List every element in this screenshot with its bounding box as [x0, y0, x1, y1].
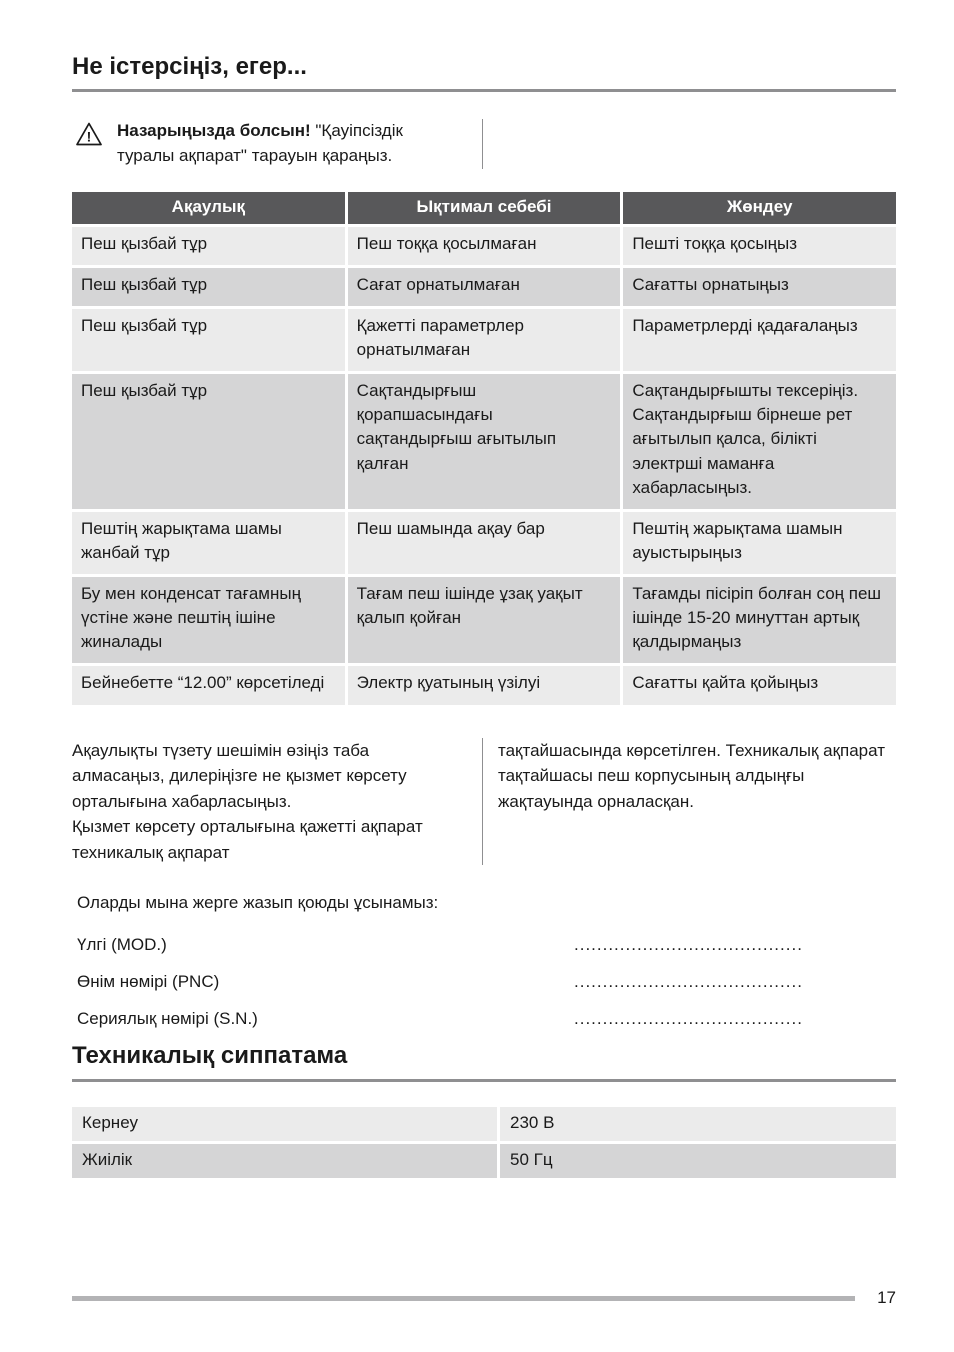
warning-triangle-icon [75, 119, 105, 168]
service-info-paragraph: тақтайшасында көрсетілген. Техникалық ақпарат тақтайшасы пеш корпусының алдыңғы жақтауында орналасқан. [498, 740, 885, 811]
service-info-right-column [483, 738, 896, 866]
tech-specs-title: Техникалық сиппатама [72, 1042, 348, 1070]
cell-cause: Пеш тоққа қосылмаған [348, 227, 621, 265]
table-row [72, 666, 896, 704]
header-cause: Ықтимал себебі [348, 192, 621, 224]
table-row [72, 374, 896, 509]
warning-text [117, 119, 452, 168]
table-row [72, 512, 896, 574]
service-info-paragraph: Қызмет көрсету орталығына қажетті ақпарат техникалық ақпарат [72, 817, 423, 862]
record-dotted-line: ........................................ [574, 1008, 803, 1028]
cell-cause: Сақтандырғыш қорапшасындағы сақтандырғыш ағытылып қалған [348, 374, 621, 509]
cell-remedy: Сақтандырғышты тексеріңіз. Сақтандырғыш бірнеше рет ағытылып қалса, білікті электрші маманға хабарласыңыз. [623, 374, 896, 509]
service-info-block [72, 738, 896, 866]
cell-fault: Бейнебетте “12.00” көрсетіледі [72, 666, 345, 704]
table-row [72, 309, 896, 371]
tech-specs-table [69, 1104, 899, 1181]
header-remedy: Жөндеу [623, 192, 896, 224]
record-dotted-line: ........................................ [574, 971, 803, 991]
service-info-left-column [72, 738, 482, 866]
cell-remedy: Тағамды пісіріп болған соң пеш ішінде 15-20 минуттан артық қалдырмаңыз [623, 577, 896, 663]
record-label: Үлгі (MOD.) [77, 935, 167, 955]
cell-remedy: Сағатты қайта қойыңыз [623, 666, 896, 704]
cell-fault: Пеш қызбай тұр [72, 227, 345, 265]
cell-cause: Электр қуатының үзілуі [348, 666, 621, 704]
record-section [72, 893, 896, 1030]
cell-cause: Тағам пеш ішінде ұзақ уақыт қалып қойған [348, 577, 621, 663]
record-label: Өнім нөмірі (PNC) [77, 971, 220, 991]
spec-row-frequency [72, 1144, 896, 1178]
warning-left-column [72, 119, 482, 168]
svg-text:!: ! [86, 128, 92, 145]
records-intro: Оларды мына жерге жазып қоюды ұсынамыз: [77, 893, 439, 913]
cell-remedy: Пешті тоққа қосыңыз [623, 227, 896, 265]
record-row-pnc [72, 970, 896, 994]
spec-label: Кернеу [72, 1107, 497, 1141]
cell-remedy: Пештің жарықтама шамын ауыстырыңыз [623, 512, 896, 574]
title-rule [72, 89, 896, 92]
warning-rest-text: "Қауіпсіздік туралы ақпарат" тарауын қараңыз. [117, 121, 403, 166]
table-row [72, 268, 896, 306]
table-row [72, 227, 896, 265]
record-label: Сериялық нөмірі (S.N.) [77, 1008, 258, 1028]
warning-bold-text: Назарыңызда болсын! [117, 121, 311, 141]
cell-fault: Пеш қызбай тұр [72, 374, 345, 509]
cell-cause: Сағат орнатылмаған [348, 268, 621, 306]
record-row-serial [72, 1007, 896, 1031]
spec-row-voltage [72, 1107, 896, 1141]
page-number: 17 [877, 1288, 896, 1307]
page-footer [72, 1288, 896, 1308]
cell-remedy: Сағатты орнатыңыз [623, 268, 896, 306]
title-rule [72, 1079, 896, 1082]
warning-block [72, 119, 896, 168]
cell-fault: Бу мен конденсат тағамның үстіне және пештің ішіне жиналады [72, 577, 345, 663]
cell-cause: Қажетті параметрлер орнатылмаған [348, 309, 621, 371]
spec-label: Жиілік [72, 1144, 497, 1178]
cell-fault: Пеш қызбай тұр [72, 309, 345, 371]
page-title: Не істерсіңіз, егер... [72, 53, 307, 80]
cell-cause: Пеш шамында ақау бар [348, 512, 621, 574]
cell-fault: Пеш қызбай тұр [72, 268, 345, 306]
table-header-row [72, 192, 896, 224]
record-dotted-line: ........................................ [574, 935, 803, 955]
spec-value: 50 Гц [500, 1144, 896, 1178]
header-fault: Ақаулық [72, 192, 345, 224]
spec-value: 230 В [500, 1107, 896, 1141]
service-info-paragraph: Ақаулықты түзету шешімін өзіңіз таба алмасаңыз, дилеріңізге не қызмет көрсету орталығына хабарласыңыз. [72, 740, 407, 811]
troubleshooting-table [69, 189, 899, 708]
record-row-model [72, 933, 896, 957]
warning-right-column [483, 119, 896, 168]
footer-rule [72, 1296, 855, 1301]
cell-remedy: Параметрлерді қадағалаңыз [623, 309, 896, 371]
table-row [72, 577, 896, 663]
cell-fault: Пештің жарықтама шамы жанбай тұр [72, 512, 345, 574]
